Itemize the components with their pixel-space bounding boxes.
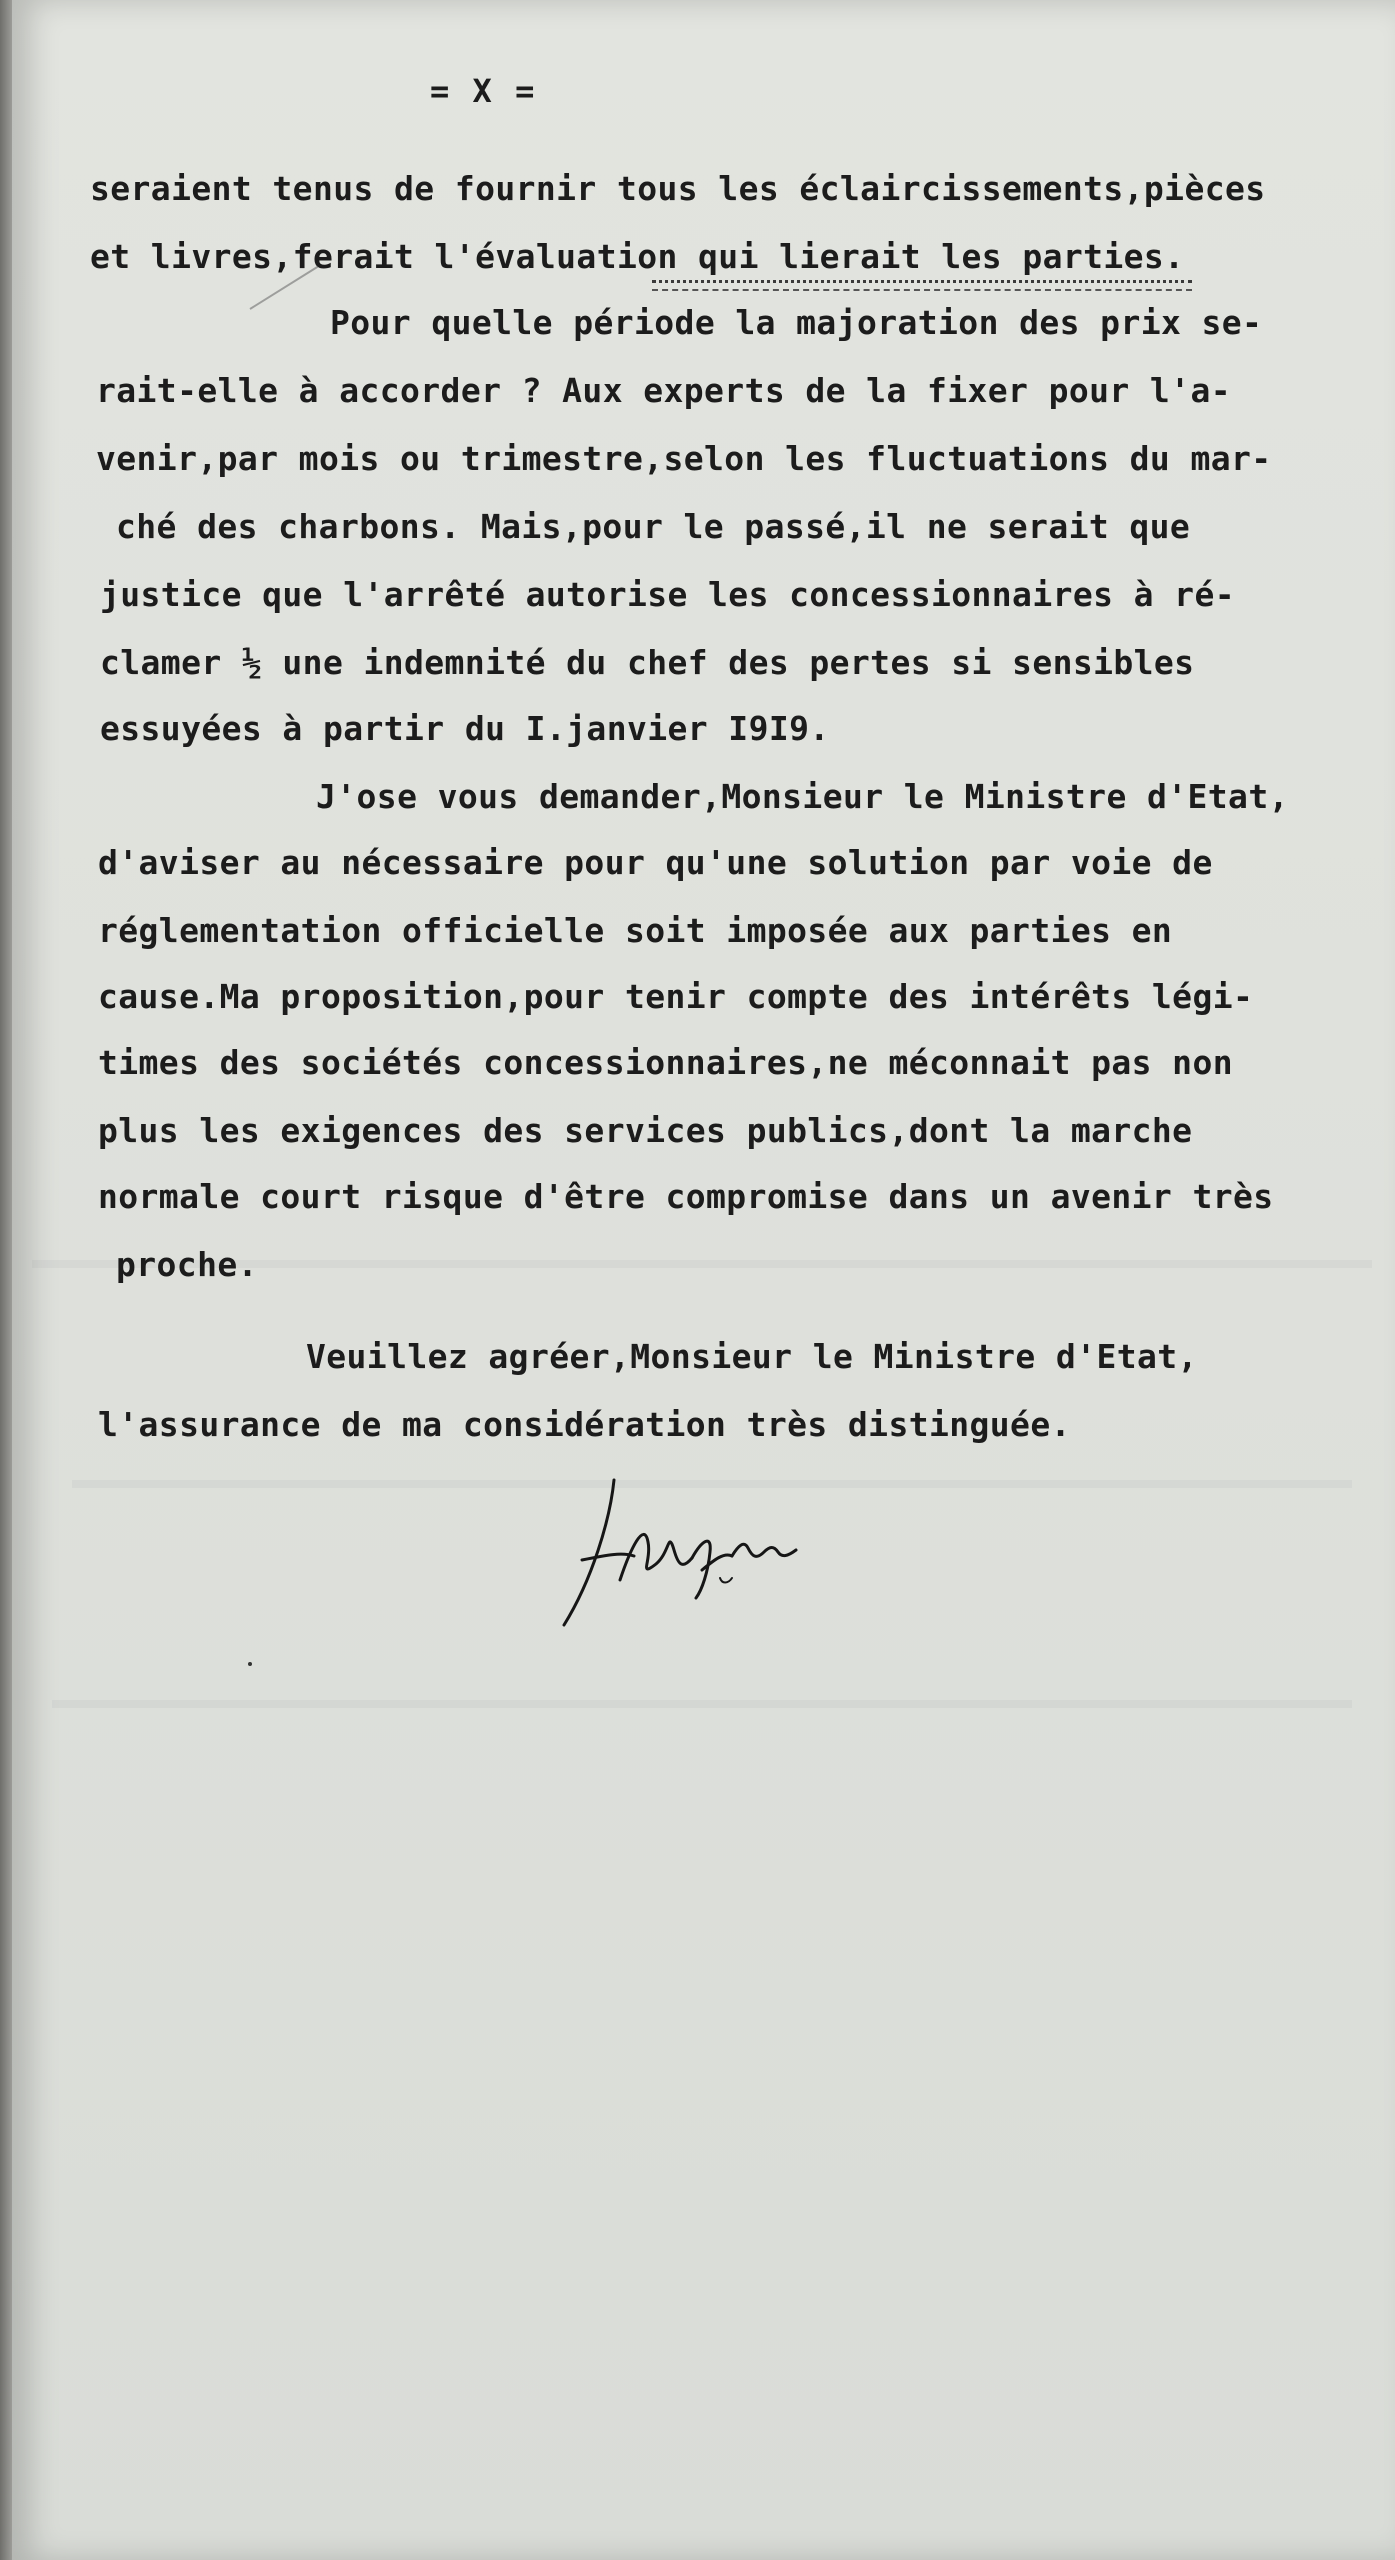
- text-line: times des sociétés concessionnaires,ne méconnait pas non: [98, 1043, 1233, 1082]
- text-line: rait-elle à accorder ? Aux experts de la fixer pour l'a-: [96, 371, 1231, 410]
- text-line: d'aviser au nécessaire pour qu'une solution par voie de: [98, 843, 1213, 882]
- closing-line: l'assurance de ma considération très distinguée.: [98, 1405, 1071, 1444]
- text-line: plus les exigences des services publics,dont la marche: [98, 1111, 1193, 1150]
- page-number-header: = X =: [430, 72, 537, 110]
- text-line: J'ose vous demander,Monsieur le Ministre d'Etat,: [316, 777, 1289, 816]
- text-line: essuyées à partir du I.janvier I9I9.: [100, 709, 830, 748]
- text-line: normale court risque d'être compromise dans un avenir très: [98, 1177, 1274, 1216]
- text-line: proche.: [116, 1245, 258, 1284]
- text-line: Pour quelle période la majoration des prix se-: [330, 303, 1263, 342]
- document-page: [12, 0, 1395, 2560]
- handwritten-signature: [552, 1460, 812, 1640]
- text-line: réglementation officielle soit imposée aux parties en: [98, 911, 1173, 950]
- closing-line: Veuillez agréer,Monsieur le Ministre d'Etat,: [306, 1337, 1198, 1376]
- page-edge-shadow: [0, 0, 12, 2560]
- ink-speck: [248, 1662, 252, 1666]
- text-line: venir,par mois ou trimestre,selon les fluctuations du mar-: [96, 439, 1272, 478]
- text-line: justice que l'arrêté autorise les concessionnaires à ré-: [100, 575, 1235, 614]
- text-line: seraient tenus de fournir tous les éclaircissements,pièces: [90, 169, 1266, 208]
- text-line: et livres,ferait l'évaluation qui lierait les parties.: [90, 237, 1185, 276]
- text-line: cause.Ma proposition,pour tenir compte des intérêts légi-: [98, 977, 1254, 1016]
- typed-underline: [652, 280, 1192, 291]
- text-line: ché des charbons. Mais,pour le passé,il ne serait que: [116, 507, 1191, 546]
- text-line: clamer ½ une indemnité du chef des pertes si sensibles: [100, 643, 1195, 682]
